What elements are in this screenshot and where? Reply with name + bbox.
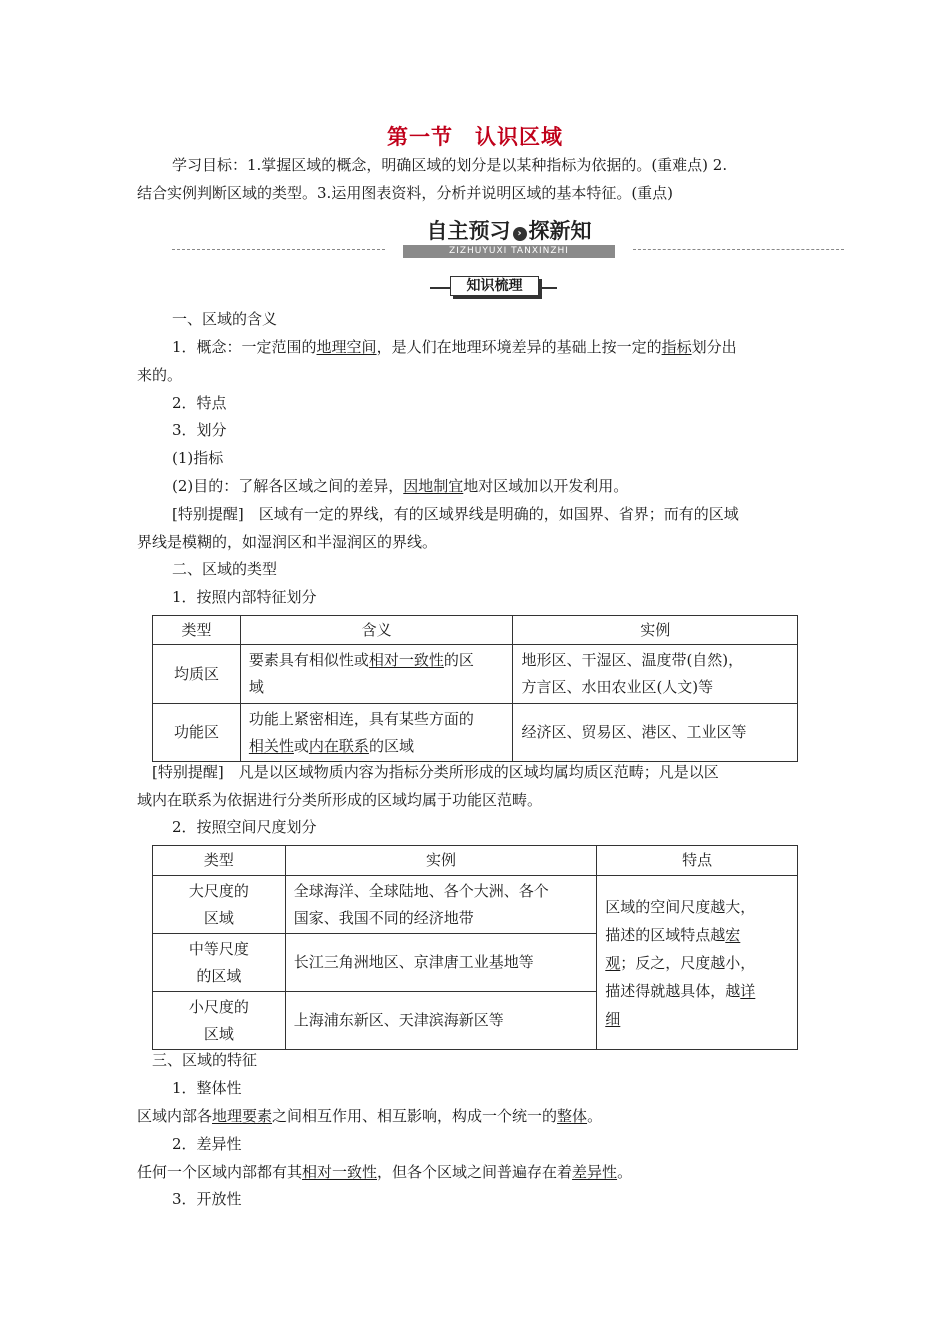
type-cell: 功能区 <box>153 704 241 762</box>
table-header-cell: 实例 <box>513 616 798 645</box>
chevron-right-icon: › <box>513 227 527 241</box>
tip-1-line-1: [特别提醒] 区域有一定的界线，有的区域界线是明确的，如国界、省界；而有的区域 <box>172 505 739 523</box>
section-1-heading: 一、区域的含义 <box>172 310 278 328</box>
table-row <box>153 876 798 934</box>
meaning-cell: 要素具有相似性或相对一致性的区 域 <box>240 645 513 704</box>
type-cell: 均质区 <box>153 645 241 704</box>
underlined-term: 相对一致性 <box>368 651 444 669</box>
tip-1-line-2: 界线是模糊的，如湿润区和半湿润区的界线。 <box>137 533 438 551</box>
example-cell: 全球海洋、全球陆地、各个大洲、各个 国家、我国不同的经济地带 <box>285 876 596 934</box>
section-2-heading: 二、区域的类型 <box>172 560 278 578</box>
spatial-scale-heading: 2．按照空间尺度划分 <box>172 818 317 836</box>
meaning-cell: 功能上紧密相连，具有某些方面的 相关性或内在联系的区域 <box>240 704 513 762</box>
underlined-term: 相关性 <box>248 736 294 755</box>
underlined-term: 地理空间 <box>316 338 377 356</box>
banner-right-text: 探新知 <box>528 219 592 243</box>
table-header-cell: 特点 <box>597 846 798 876</box>
integrity-text: 区域内部各地理要素之间相互作用、相互影响，构成一个统一的整体。 <box>137 1107 603 1125</box>
table-header-row <box>153 846 798 876</box>
page-title: 第一节 认识区域 <box>387 125 563 149</box>
banner-left-text: 自主预习 <box>426 219 511 243</box>
underlined-term: 细 <box>605 1009 621 1028</box>
table-header-cell: 类型 <box>153 616 241 645</box>
knowledge-label <box>430 276 557 298</box>
objectives-line-1: 学习目标：1.掌握区域的概念，明确区域的划分是以某种指标为依据的。(重难点) 2. <box>172 156 728 174</box>
underlined-term: 内在联系 <box>308 736 369 755</box>
indicator-line: (1)指标 <box>172 449 224 467</box>
integrity-heading: 1．整体性 <box>172 1079 242 1097</box>
type-cell: 大尺度的 区域 <box>153 876 286 934</box>
table-header-row <box>153 616 798 645</box>
knowledge-label-text: 知识梳理 <box>450 276 539 296</box>
underlined-term: 整体 <box>557 1107 588 1125</box>
underlined-term: 相对一致性 <box>302 1163 378 1181</box>
tip-2-line-2: 域内在联系为依据进行分类所形成的区域均属于功能区范畴。 <box>137 791 543 809</box>
banner-title <box>385 216 633 258</box>
banner-subtitle: ZIZHUYUXI TANXINZHI <box>403 245 615 258</box>
underlined-term: 宏 <box>725 925 741 944</box>
concept-line-2: 来的。 <box>137 366 183 384</box>
difference-text: 任何一个区域内部都有其相对一致性，但各个区域之间普遍存在着差异性。 <box>137 1163 633 1181</box>
division-heading: 3．划分 <box>172 421 227 439</box>
example-cell: 地形区、干湿区、温度带(自然)， 方言区、水田农业区(人文)等 <box>513 645 798 704</box>
table-row <box>153 704 798 762</box>
internal-feature-heading: 1．按照内部特征划分 <box>172 588 317 606</box>
example-cell: 经济区、贸易区、港区、工业区等 <box>513 704 798 762</box>
table-header-cell: 类型 <box>153 846 286 876</box>
example-cell: 上海浦东新区、天津滨海新区等 <box>285 992 596 1050</box>
spatial-scale-table <box>152 845 798 1050</box>
openness-heading: 3．开放性 <box>172 1190 242 1208</box>
table-header-cell: 含义 <box>240 616 513 645</box>
table-row <box>153 645 798 704</box>
underlined-term: 差异性 <box>572 1163 618 1181</box>
purpose-line: (2)目的：了解各区域之间的差异，因地制宜地对区域加以开发利用。 <box>172 477 629 495</box>
underlined-term: 观 <box>605 953 621 972</box>
banner-dashed-rule-left <box>172 249 385 250</box>
underlined-term: 详 <box>740 981 756 1000</box>
concept-line-1: 1．概念：一定范围的地理空间，是人们在地理环境差异的基础上按一定的指标划分出 <box>172 338 737 356</box>
internal-feature-table <box>152 615 798 762</box>
section-3-heading: 三、区域的特征 <box>152 1051 258 1069</box>
type-cell: 小尺度的 区域 <box>153 992 286 1050</box>
table-header-cell: 实例 <box>285 846 596 876</box>
trait-heading: 2．特点 <box>172 394 227 412</box>
objectives-line-2: 结合实例判断区域的类型。3.运用图表资料，分析并说明区域的基本特征。(重点) <box>137 184 674 202</box>
underlined-term: 指标 <box>661 338 692 356</box>
underlined-term: 因地制宜 <box>403 477 464 495</box>
underlined-term: 地理要素 <box>212 1107 273 1125</box>
type-cell: 中等尺度 的区域 <box>153 934 286 992</box>
feature-cell: 区域的空间尺度越大， 描述的区域特点越宏 观；反之，尺度越小， 描述得就越具体，越详 细 <box>597 876 798 1050</box>
difference-heading: 2．差异性 <box>172 1135 242 1153</box>
tip-2-line-1: [特别提醒] 凡是以区域物质内容为指标分类所形成的区域均属均质区范畴；凡是以区 <box>152 763 719 781</box>
section-banner <box>172 216 844 260</box>
example-cell: 长江三角洲地区、京津唐工业基地等 <box>285 934 596 992</box>
banner-dashed-rule-right <box>633 249 844 250</box>
